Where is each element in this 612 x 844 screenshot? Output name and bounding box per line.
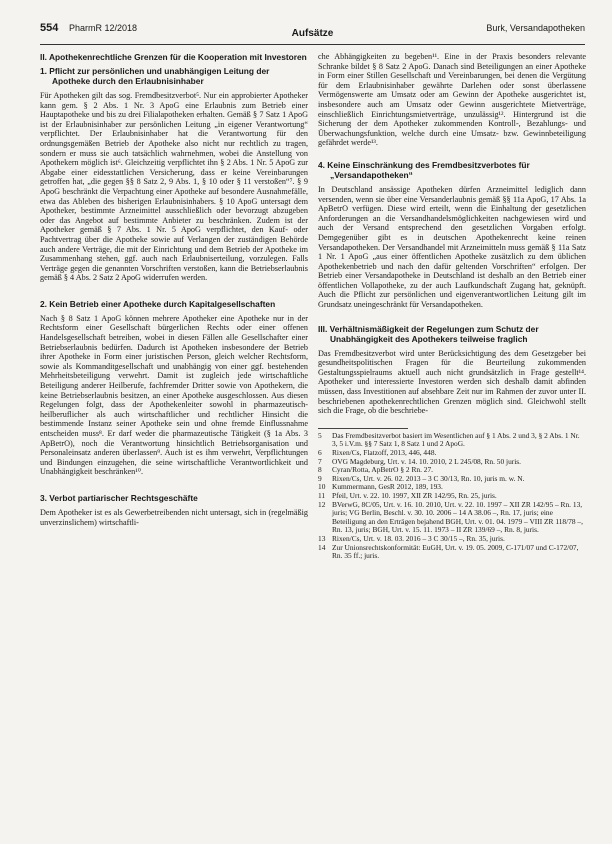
footnote-number: 11 bbox=[318, 490, 326, 500]
right-column bbox=[318, 52, 586, 561]
left-column bbox=[40, 52, 308, 527]
heading-3: 3. Verbot partiarischer Rechtsgeschäfte bbox=[40, 492, 198, 503]
footnote bbox=[318, 501, 586, 535]
footnote-number: 8 bbox=[318, 465, 322, 475]
footnote-text: OVG Magdeburg, Urt. v. 14. 10. 2010, 2 L 245/08, Rn. 50 juris. bbox=[332, 456, 521, 466]
footnote-text: Zur Unionsrechtskonformität: EuGH, Urt. v. 19. 05. 2009, C-171/07 und C-172/07, Rn. 35 ff.; juris. bbox=[332, 542, 579, 561]
journal-name: PharmR 12/2018 bbox=[69, 23, 138, 33]
footnote bbox=[318, 432, 586, 449]
paragraph: Das Fremdbesitzverbot wird unter Berücksichtigung des dem Gesetzgeber bei gesundheitspolitischen Fragen für die Beurteilung zukommenden Gestaltungsspielraums aktuell auch nicht grundsätzlich in Frage gestellt¹⁴. Apotheker und interessierte Investoren werden sich deshalb damit abfinden müssen, dass Investitionen auf absehbare Zeit nur im Rahmen der zuvor unter II. beschriebenen apothekenrechtlichen Grenzen möglich sind. Gleichwohl stellt sich die Frage, ob die beschriebe- bbox=[318, 348, 586, 416]
running-author: Burk, Versandapotheken bbox=[486, 23, 585, 33]
footnote-text: Das Fremdbesitzverbot basiert im Wesentlichen auf § 1 Abs. 2 und 3, § 2 Abs. 1 Nr. 3, 5 i.V.m. §§ 7 Satz 1, 8 Satz 1 und 2 ApoG. bbox=[332, 430, 580, 449]
paragraph: che Abhängigkeiten zu begeben¹¹. Eine in der Praxis besonders relevante Schranke bildet § 8 Satz 2 ApoG. Danach sind Beteiligungen an einer Apotheke in Form einer Stillen Gesellschaft und Vereinbarungen, bei denen die Vergütung für dem Erlaubnisinhaber gewährte Darlehen oder sonst überlassene Vermögenswerte am Umsatz oder am Gewinn der Apotheke ausgerichtet ist, insbesondere auch am Umsatz oder Gewinn ausgerichtete Mietverträge, einschließlich Einrichtungsmietverträge, unzulässig¹². Hintergrund ist die Sicherung der dem Apotheker zukommenden Kontroll-, Bezahlungs- und Überwachungsfunktion, welche durch eine Umsatz- bzw. Gewinnbeteiligung gefährdet werde¹³. bbox=[318, 52, 586, 148]
page-header bbox=[40, 22, 585, 44]
footnote-text: Cyran/Rotta, ApBetrO § 2 Rn. 27. bbox=[332, 465, 433, 475]
footnote-text: Rixen/Cs, Urt. v. 18. 03. 2016 – 3 C 30/15 –, Rn. 35, juris. bbox=[332, 533, 505, 543]
header-rule bbox=[40, 44, 585, 45]
footnote-text: Pfeil, Urt. v. 22. 10. 1997, XII ZR 142/95, Rn. 25, juris. bbox=[332, 490, 497, 500]
footnote-text: Rixen/Cs, Flatzoff, 2013, 446, 448. bbox=[332, 448, 437, 457]
page-number: 554 bbox=[40, 22, 59, 34]
heading-4: 4. Keine Einschränkung des Fremdbesitzverbotes für „Versandapotheken“ bbox=[318, 159, 530, 180]
footnote-text: BVerwG, 8C/05, Urt. v. 16. 10. 2010, Urt. v. 22. 10. 1997 – XII ZR 142/95 – Rn. 13, juris; VG Berlin, Beschl. v. 30. 10. 2006 – 14 A 38.06 –, Rn. 17, juris; eine Beteiligung an den Erträgen bejahend BGH, Urt. v. 01. 04. 1979 – VIII ZR 118/78 –, Rn. 13, juris; BGH, Urt. v. 15. 11. 1973 – II ZR 139/69 –, Rn. 8, juris. bbox=[332, 499, 583, 535]
footnote-number: 5 bbox=[318, 430, 322, 440]
footnotes bbox=[318, 432, 586, 561]
paragraph: Nach § 8 Satz 1 ApoG können mehrere Apotheker eine Apotheke nur in der Rechtsform einer Gesellschaft bürgerlichen Rechts oder einer offenen Handelsgesellschaft betreiben, wobei in diesen Fällen alle Gesellschafter einer Betriebserlaubnis bedürfen. Dadurch ist Apotheken insbesondere der Betrieb ihrer Apotheke in Form einer juristischen Person, gleich welcher Rechtsform, sowie als Kommanditgesellschaft und unabhängig von einer ggf. bestehenden Mehrheitsbeteiligung verwehrt. Damit ist zugleich jede wirtschaftliche Beteiligung anderer Heilberufe, fachfremder Dritter sowie von Apothekern, die keine Betriebserlaubnis besitzen, an einer Apotheke ausgeschlossen. Aus diesen Regelungen folgt, dass der Apothekenleiter sowohl in pharmazeutisch-heilberuflicher als auch wirtschaftlicher und rechtlicher Hinsicht die bestimmende Instanz seiner Apotheke sein und ohne fremde Einflussnahme entscheiden muss⁸. Er darf weder die pharmazeutische Tätigkeit (§ 1a Abs. 3 ApBetrO), noch die Verantwortung hinsichtlich Betriebsorganisation und Personaleinsatz anderen überlassen⁹. Auch ist es ihm verwehrt, Verpflichtungen und Bindungen einzugehen, die seine wirtschaftliche Verantwortlichkeit und Unabhängigkeit beschränken¹⁰. bbox=[40, 313, 308, 477]
heading-II: II. Apothekenrechtliche Grenzen für die Kooperation mit Investoren bbox=[40, 52, 307, 62]
footnote-text: Kummermann, GesR 2012, 189, 193. bbox=[332, 482, 443, 492]
heading-1: 1. Pflicht zur persönlichen und unabhängigen Leitung der Apotheke durch den Erlaubnisinhaber bbox=[40, 66, 270, 86]
footnote bbox=[318, 544, 586, 561]
footnote-text: Rixen/Cs, Urt. v. 26. 02. 2013 – 3 C 30/13, Rn. 10, juris m. w. N. bbox=[332, 473, 525, 483]
footnote-number: 12 bbox=[318, 499, 326, 509]
heading-2: 2. Kein Betrieb einer Apotheke durch Kapitalgesellschaften bbox=[40, 298, 276, 309]
paragraph: Für Apotheken gilt das sog. Fremdbesitzverbot⁵. Nur ein approbierter Apotheker kann gem. § 2 Abs. 1 Nr. 3 ApoG eine Erlaubnis zum Betrieb einer Hauptapotheke und bis zu drei Filialapotheken erhalten. Gemäß § 7 Satz 1 ApoG ist der Erlaubnisinhaber zur persönlichen Leitung „in eigener Verantwortung“ verpflichtet. Der Erlaubnisinhaber hat die Verantwortung für den ordnungsgemäßen Betrieb der Apotheke also nicht nur rechtlich zu tragen, sondern er muss sie auch tatsächlich wahrnehmen, wobei die Anstellung von Apothekern möglich ist⁶. Gleichzeitig verpflichtet ihn § 2 Abs. 1 Nr. 5 ApoG zur Abgabe einer eidesstattlichen Versicherung, dass er keine Vereinbarungen getroffen hat, „die gegen §§ 8 Satz 2, 9 Abs. 1, § 10 oder § 11 verstoßen“⁷. § 9 ApoG beschränkt die Verpachtung einer Apotheke auf besondere Ausnahmefälle, etwa das Ableben des bisherigen Erlaubnisinhabers. § 10 ApoG untersagt dem Apotheker, bestimmte Arzneimittel ausschließlich oder bevorzugt abzugeben oder das Angebot auf bestimmte Anbieter zu beschränken. Zudem ist der Apotheker gemäß § 7 Abs. 1 Nr. 5 ApoG verpflichtet, den Kauf- oder Pachtvertrag über die Apotheke sowie auf Verlangen der zuständigen Behörde auch andere Verträge, die mit der Einrichtung und dem Betrieb der Apotheke im Zusammenhang stehen, ggf. auch nach Erlaubniserteilung, vorzulegen. Falls Verträge gegen die genannten Vorschriften verstoßen, kann die Betriebserlaubnis gemäß § 4 Abs. 2 Satz 2 ApoG widerrufen werden. bbox=[40, 91, 308, 283]
footnote-number: 10 bbox=[318, 482, 326, 492]
footnote-number: 14 bbox=[318, 542, 326, 552]
footnote-number: 13 bbox=[318, 533, 326, 543]
footnote-number: 7 bbox=[318, 456, 322, 466]
footnote-number: 9 bbox=[318, 473, 322, 483]
heading-III: III. Verhältnismäßigkeit der Regelungen zum Schutz der Unabhängigkeit des Apothekers teilweise fraglich bbox=[318, 323, 539, 344]
section-title: Aufsätze bbox=[291, 28, 334, 39]
paragraph: Dem Apotheker ist es als Gewerbetreibenden nicht untersagt, sich in (regelmäßig unverzinslichem) wirtschaftli- bbox=[40, 507, 308, 527]
paragraph: In Deutschland ansässige Apotheken dürfen Arzneimittel lediglich dann versenden, wenn sie über eine Versanderlaubnis gemäß §§ 11a ApoG, 17 Abs. 1a ApBetrO verfügen. Diese wird erteilt, wenn die Einhaltung der gesetzlichen Anforderungen an die Versandhandelsmöglichkeiten nachgewiesen wird und auch der Versand entsprechend den gesetzlichen Vorgaben erfolgt. Demgegenüber gibt es in deutschen Apothekenrecht keine reinen Versandapotheken. Der Versandhandel mit Arzneimitteln muss gemäß § 11a Satz 1 Nr. 1 ApoG „aus einer öffentlichen Apotheke zusätzlich zu dem üblichen Apothekenbetrieb und nach den dafür geltenden Vorschriften“ erfolgen. Der Betrieb einer Versandapotheke in Deutschland ist deshalb an den Betrieb einer öffentlichen Vollapotheke, zu der auch Laufkundschaft Zugang hat, geknüpft. Auch die Pflicht zur persönlichen und eigenverantwortlichen Leitung gilt im Grundsatz uneingeschränkt für Versandapotheken. bbox=[318, 184, 586, 310]
footnote-number: 6 bbox=[318, 448, 322, 457]
footnote-rule bbox=[318, 428, 408, 429]
